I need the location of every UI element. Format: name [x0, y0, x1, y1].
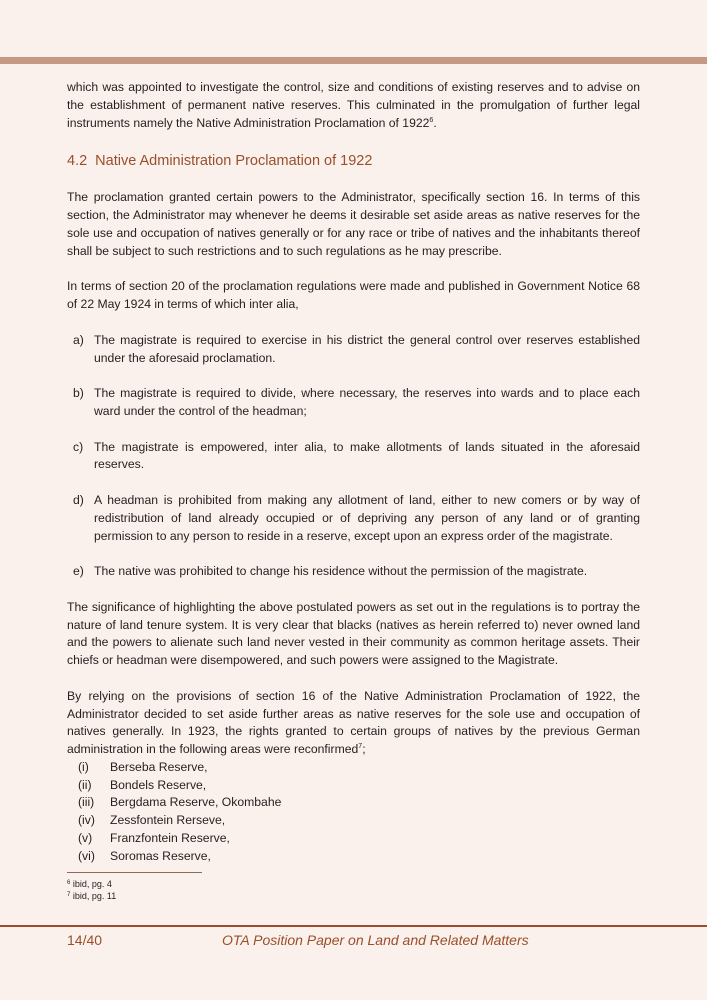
list-item: [67, 830, 640, 848]
footnote-number: 6: [67, 880, 71, 886]
list-item-text: A headman is prohibited from making any allotment of land, either to new comers or by way of redistribution of land already occupied or of depriving any person of any land or of granting permission to any person to reside in a reserve, except upon an express order of the magistrate.: [94, 492, 640, 543]
section-number: 4.2: [67, 153, 88, 170]
list-marker: (iii): [78, 795, 95, 810]
list-item-text: Berseba Reserve,: [110, 759, 208, 774]
list-item-text: Bergdama Reserve, Okombahe: [110, 795, 282, 810]
section-heading: [67, 152, 640, 170]
section-title: Native Administration Proclamation of 1922: [95, 153, 373, 170]
list-item: [67, 848, 640, 866]
list-marker: (iv): [78, 813, 95, 828]
intro-paragraph: [67, 79, 640, 132]
list-marker: d): [73, 492, 84, 507]
list-marker: b): [73, 386, 84, 401]
footnote-text: ibid, pg. 11: [70, 890, 117, 901]
footnote-text: ibid, pg. 4: [70, 879, 112, 889]
list-marker: (i): [78, 759, 89, 774]
list-marker: a): [73, 332, 84, 347]
paragraph-section-16-end: ;: [362, 742, 366, 757]
list-item-text: Franzfontein Reserve,: [110, 831, 230, 846]
footnote: [67, 879, 116, 891]
list-item-text: Zessfontein Rerseve,: [110, 813, 226, 828]
header-rule: [0, 57, 707, 64]
list-item: [67, 759, 640, 777]
paragraph-section-16-text: By relying on the provisions of section 16 of the Native Administration Proclamation of 1922, the Administrator decided to set aside further areas as native reserves for the sole use and occupation of natives generally. In 1923, the rights granted to certain groups of natives by the previous German administration in the following areas were reconfirmed: [67, 688, 640, 757]
intro-paragraph-end: .: [433, 115, 437, 130]
list-item: [67, 563, 640, 581]
regulations-list: [67, 332, 640, 581]
list-item-text: Bondels Reserve,: [110, 777, 207, 792]
footnote-number: 7: [67, 891, 71, 898]
intro-paragraph-text: which was appointed to investigate the control, size and conditions of existing reserves and to advise on the establishment of permanent native reserves. This culminated in the promulgation of further legal instruments namely the Native Administration Proclamation of 1922: [67, 80, 640, 130]
list-item-text: Soromas Reserve,: [110, 848, 211, 863]
list-item: [67, 492, 640, 545]
page-number: 14/40: [67, 932, 103, 948]
list-item: [67, 777, 640, 795]
list-item: [67, 439, 640, 475]
list-marker: c): [73, 439, 84, 454]
footnote: [67, 891, 116, 903]
paragraph-section-16: [67, 688, 640, 759]
list-item: [67, 332, 640, 368]
list-item: [67, 385, 640, 421]
list-marker: e): [73, 564, 84, 579]
reserves-list: [67, 759, 640, 866]
footnote-ref-6[interactable]: 6: [429, 116, 434, 124]
footnotes: [67, 879, 116, 902]
list-marker: (v): [78, 831, 93, 846]
list-item: [67, 812, 640, 830]
footnote-divider: [67, 872, 202, 873]
list-marker: (vi): [78, 848, 95, 863]
list-item-text: The native was prohibited to change his residence without the permission of the magistrate.: [94, 564, 588, 579]
paragraph-significance: The significance of highlighting the above postulated powers as set out in the regulations is to portray the nature of land tenure system. It is very clear that blacks (natives as herein referred to) never owned land and the powers to alienate such land never vested in their community as common heritage assets. Their chiefs or headman were disempowered, and such powers were assigned to the Magistrate.: [67, 599, 640, 668]
page-body: [67, 79, 640, 866]
paragraph-proclamation-powers: The proclamation granted certain powers to the Administrator, specifically section 16. In terms of this section, the Administrator may whenever he deems it desirable set aside areas as native reserves for the sole use and occupation of natives generally or for any race or tribe of natives and the inhabitants thereof shall be subject to such restrictions and to such regulations as he may prescribe.: [67, 190, 640, 258]
paragraph-section-20: In terms of section 20 of the proclamation regulations were made and published in Government Notice 68 of 22 May 1924 in terms of which inter alia,: [67, 279, 640, 312]
footer-rule: [0, 925, 707, 927]
list-item: [67, 794, 640, 812]
list-marker: (ii): [78, 777, 92, 792]
footnote-ref-7[interactable]: 7: [358, 743, 363, 751]
list-item-text: The magistrate is required to exercise in his district the general control over reserves established under the aforesaid proclamation.: [94, 332, 640, 365]
running-title: OTA Position Paper on Land and Related Matters: [222, 932, 529, 948]
list-item-text: The magistrate is empowered, inter alia, to make allotments of lands situated in the aforesaid reserves.: [94, 439, 640, 472]
list-item-text: The magistrate is required to divide, where necessary, the reserves into wards and to place each ward under the control of the headman;: [94, 386, 640, 418]
